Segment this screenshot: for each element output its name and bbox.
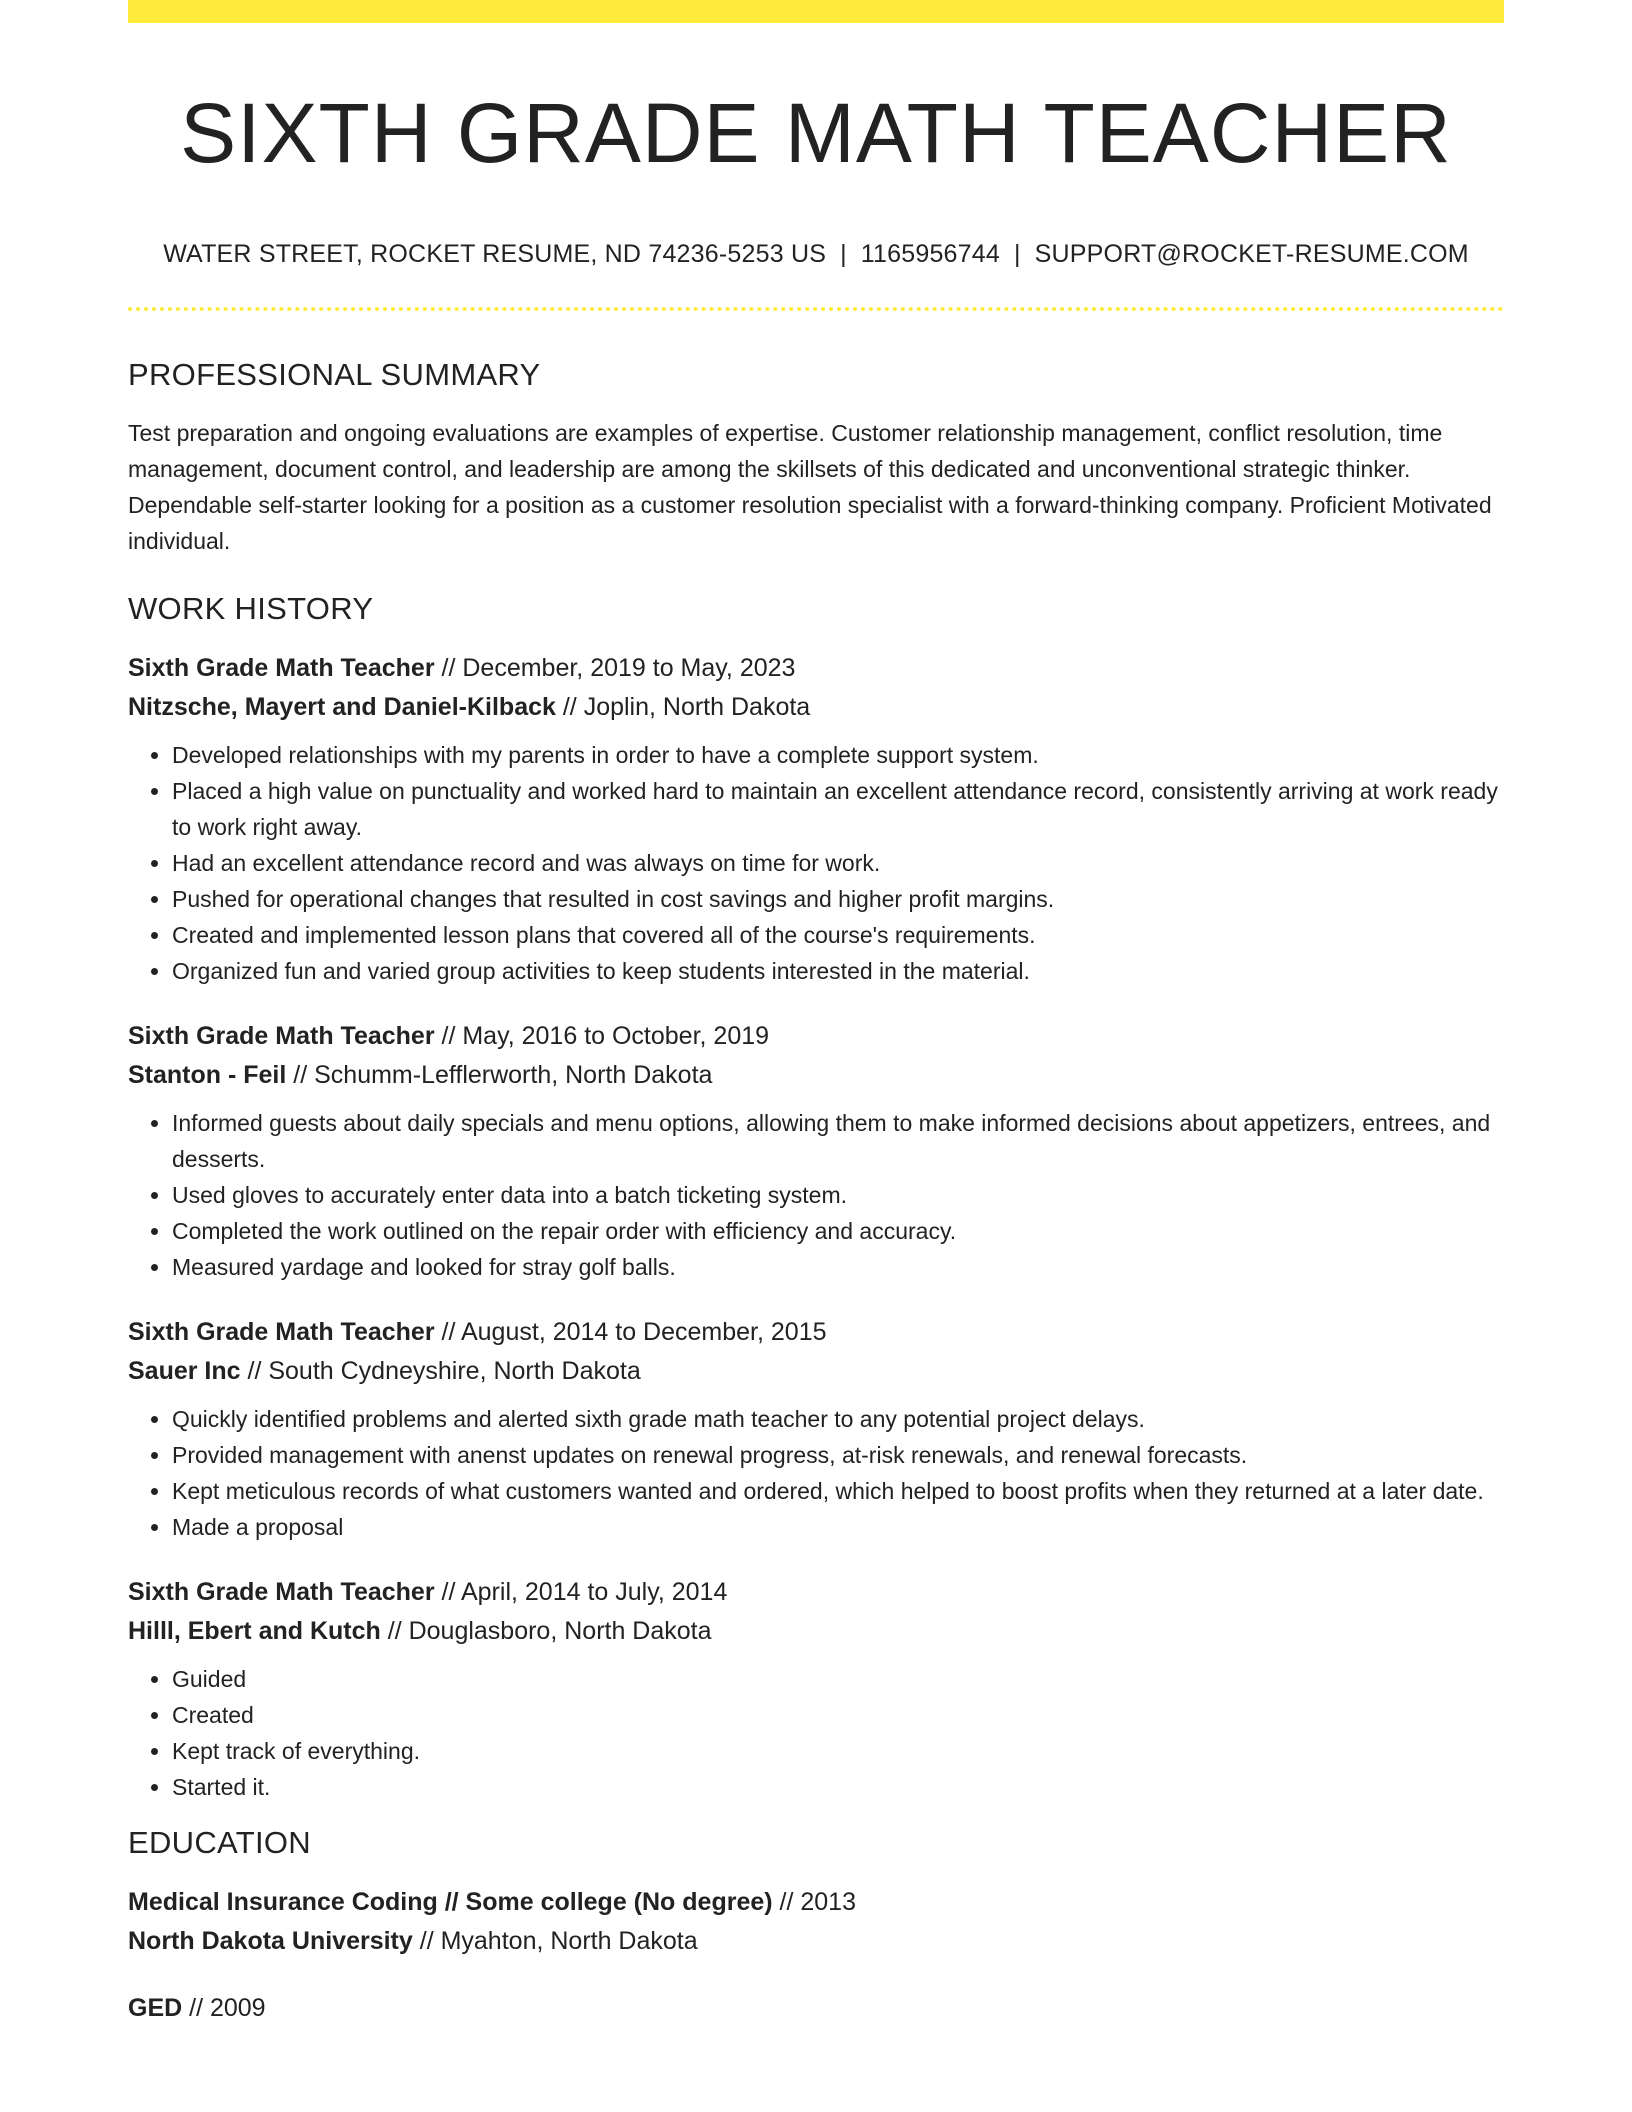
resume-page <box>128 0 1504 2028</box>
job-bullet: • Had an excellent attendance record and was always on time for work. <box>172 845 1504 881</box>
job-company-line <box>128 688 1504 727</box>
job-title: Sixth Grade Math Teacher <box>128 1317 435 1346</box>
job-location: // Douglasboro, North Dakota <box>380 1616 712 1645</box>
job-title: Sixth Grade Math Teacher <box>128 1021 435 1050</box>
job-bullets <box>128 1401 1504 1545</box>
job-bullet: • Organized fun and varied group activities to keep students interested in the material. <box>172 953 1504 989</box>
job-bullet: • Started it. <box>172 1769 1504 1805</box>
job-bullet: • Measured yardage and looked for stray golf balls. <box>172 1249 1504 1285</box>
job-dates: // August, 2014 to December, 2015 <box>434 1317 827 1346</box>
job-location: // Joplin, North Dakota <box>555 692 811 721</box>
job-bullet: • Kept track of everything. <box>172 1733 1504 1769</box>
education-entry <box>128 1883 1504 1961</box>
job-dates: // December, 2019 to May, 2023 <box>434 653 796 682</box>
job-bullet: • Used gloves to accurately enter data into a batch ticketing system. <box>172 1177 1504 1213</box>
education-entry <box>128 1989 1504 2028</box>
job-title: Sixth Grade Math Teacher <box>128 1577 435 1606</box>
job-entry <box>128 1017 1504 1285</box>
job-bullets <box>128 1661 1504 1805</box>
job-location: // South Cydneyshire, North Dakota <box>240 1356 641 1385</box>
job-dates: // May, 2016 to October, 2019 <box>434 1021 770 1050</box>
education-year: // 2013 <box>772 1887 856 1916</box>
job-bullet: • Made a proposal <box>172 1509 1504 1545</box>
job-company-line <box>128 1056 1504 1095</box>
job-bullet: • Placed a high value on punctuality and worked hard to maintain an excellent attendance record, consistently arriving at work ready to work right away. <box>172 773 1504 845</box>
contact-separator: | <box>1013 239 1021 268</box>
job-company: Stanton - Feil <box>128 1060 287 1089</box>
job-entry <box>128 1573 1504 1805</box>
job-company-line <box>128 1352 1504 1391</box>
job-bullet: • Informed guests about daily specials and menu options, allowing them to make informed decisions about appetizers, entrees, and desserts. <box>172 1105 1504 1177</box>
accent-top-bar <box>128 0 1504 23</box>
education-school: North Dakota University <box>128 1926 413 1955</box>
education-degree-line <box>128 1989 1504 2028</box>
job-title-line <box>128 1313 1504 1352</box>
job-bullet: • Guided <box>172 1661 1504 1697</box>
education-year: // 2009 <box>182 1993 266 2022</box>
job-bullet: • Created <box>172 1697 1504 1733</box>
contact-separator: | <box>840 239 847 268</box>
job-entry <box>128 1313 1504 1545</box>
contact-phone: 1165956744 <box>860 239 1000 268</box>
job-company: Hilll, Ebert and Kutch <box>128 1616 381 1645</box>
dotted-divider <box>128 307 1504 311</box>
job-location: // Schumm-Lefflerworth, North Dakota <box>286 1060 713 1089</box>
job-bullet: • Completed the work outlined on the repair order with efficiency and accuracy. <box>172 1213 1504 1249</box>
job-bullets <box>128 1105 1504 1285</box>
job-bullets <box>128 737 1504 989</box>
education-location: // Myahton, North Dakota <box>412 1926 698 1955</box>
job-bullet: • Developed relationships with my parents in order to have a complete support system. <box>172 737 1504 773</box>
contact-address: WATER STREET, ROCKET RESUME, ND 74236-5253 US <box>163 239 827 268</box>
summary-text: Test preparation and ongoing evaluations are examples of expertise. Customer relationship management, conflict resolution, time management, document control, and leadership are among the skillsets of this dedicated and unconventional strategic thinker. Dependable self-starter looking for a position as a customer resolution specialist with a forward-thinking company. Proficient Motivated individual. <box>128 419 1492 554</box>
job-bullet: • Kept meticulous records of what customers wanted and ordered, which helped to boost profits when they returned at a later date. <box>172 1473 1504 1509</box>
job-entry <box>128 649 1504 989</box>
education-degree: GED <box>128 1993 183 2022</box>
section-title-summary: PROFESSIONAL SUMMARY <box>128 356 541 392</box>
education-degree: Medical Insurance Coding // Some college (No degree) <box>128 1887 773 1916</box>
job-bullet: • Quickly identified problems and alerted sixth grade math teacher to any potential project delays. <box>172 1401 1504 1437</box>
job-company: Nitzsche, Mayert and Daniel-Kilback <box>128 692 556 721</box>
job-title-line <box>128 649 1504 688</box>
section-title-education: EDUCATION <box>128 1824 311 1860</box>
contact-email: SUPPORT@ROCKET-RESUME.COM <box>1034 239 1469 268</box>
section-title-work-history: WORK HISTORY <box>128 590 374 626</box>
contact-line <box>128 240 1504 269</box>
job-dates: // April, 2014 to July, 2014 <box>434 1577 728 1606</box>
job-bullet: • Pushed for operational changes that resulted in cost savings and higher profit margins. <box>172 881 1504 917</box>
job-title-line <box>128 1017 1504 1056</box>
job-bullet: • Created and implemented lesson plans that covered all of the course's requirements. <box>172 917 1504 953</box>
education-degree-line <box>128 1883 1504 1922</box>
resume-name-title: SIXTH GRADE MATH TEACHER <box>180 86 1452 180</box>
job-company-line <box>128 1612 1504 1651</box>
education-school-line <box>128 1922 1504 1961</box>
job-company: Sauer Inc <box>128 1356 241 1385</box>
job-title-line <box>128 1573 1504 1612</box>
job-bullet: • Provided management with anenst updates on renewal progress, at-risk renewals, and renewal forecasts. <box>172 1437 1504 1473</box>
job-title: Sixth Grade Math Teacher <box>128 653 435 682</box>
